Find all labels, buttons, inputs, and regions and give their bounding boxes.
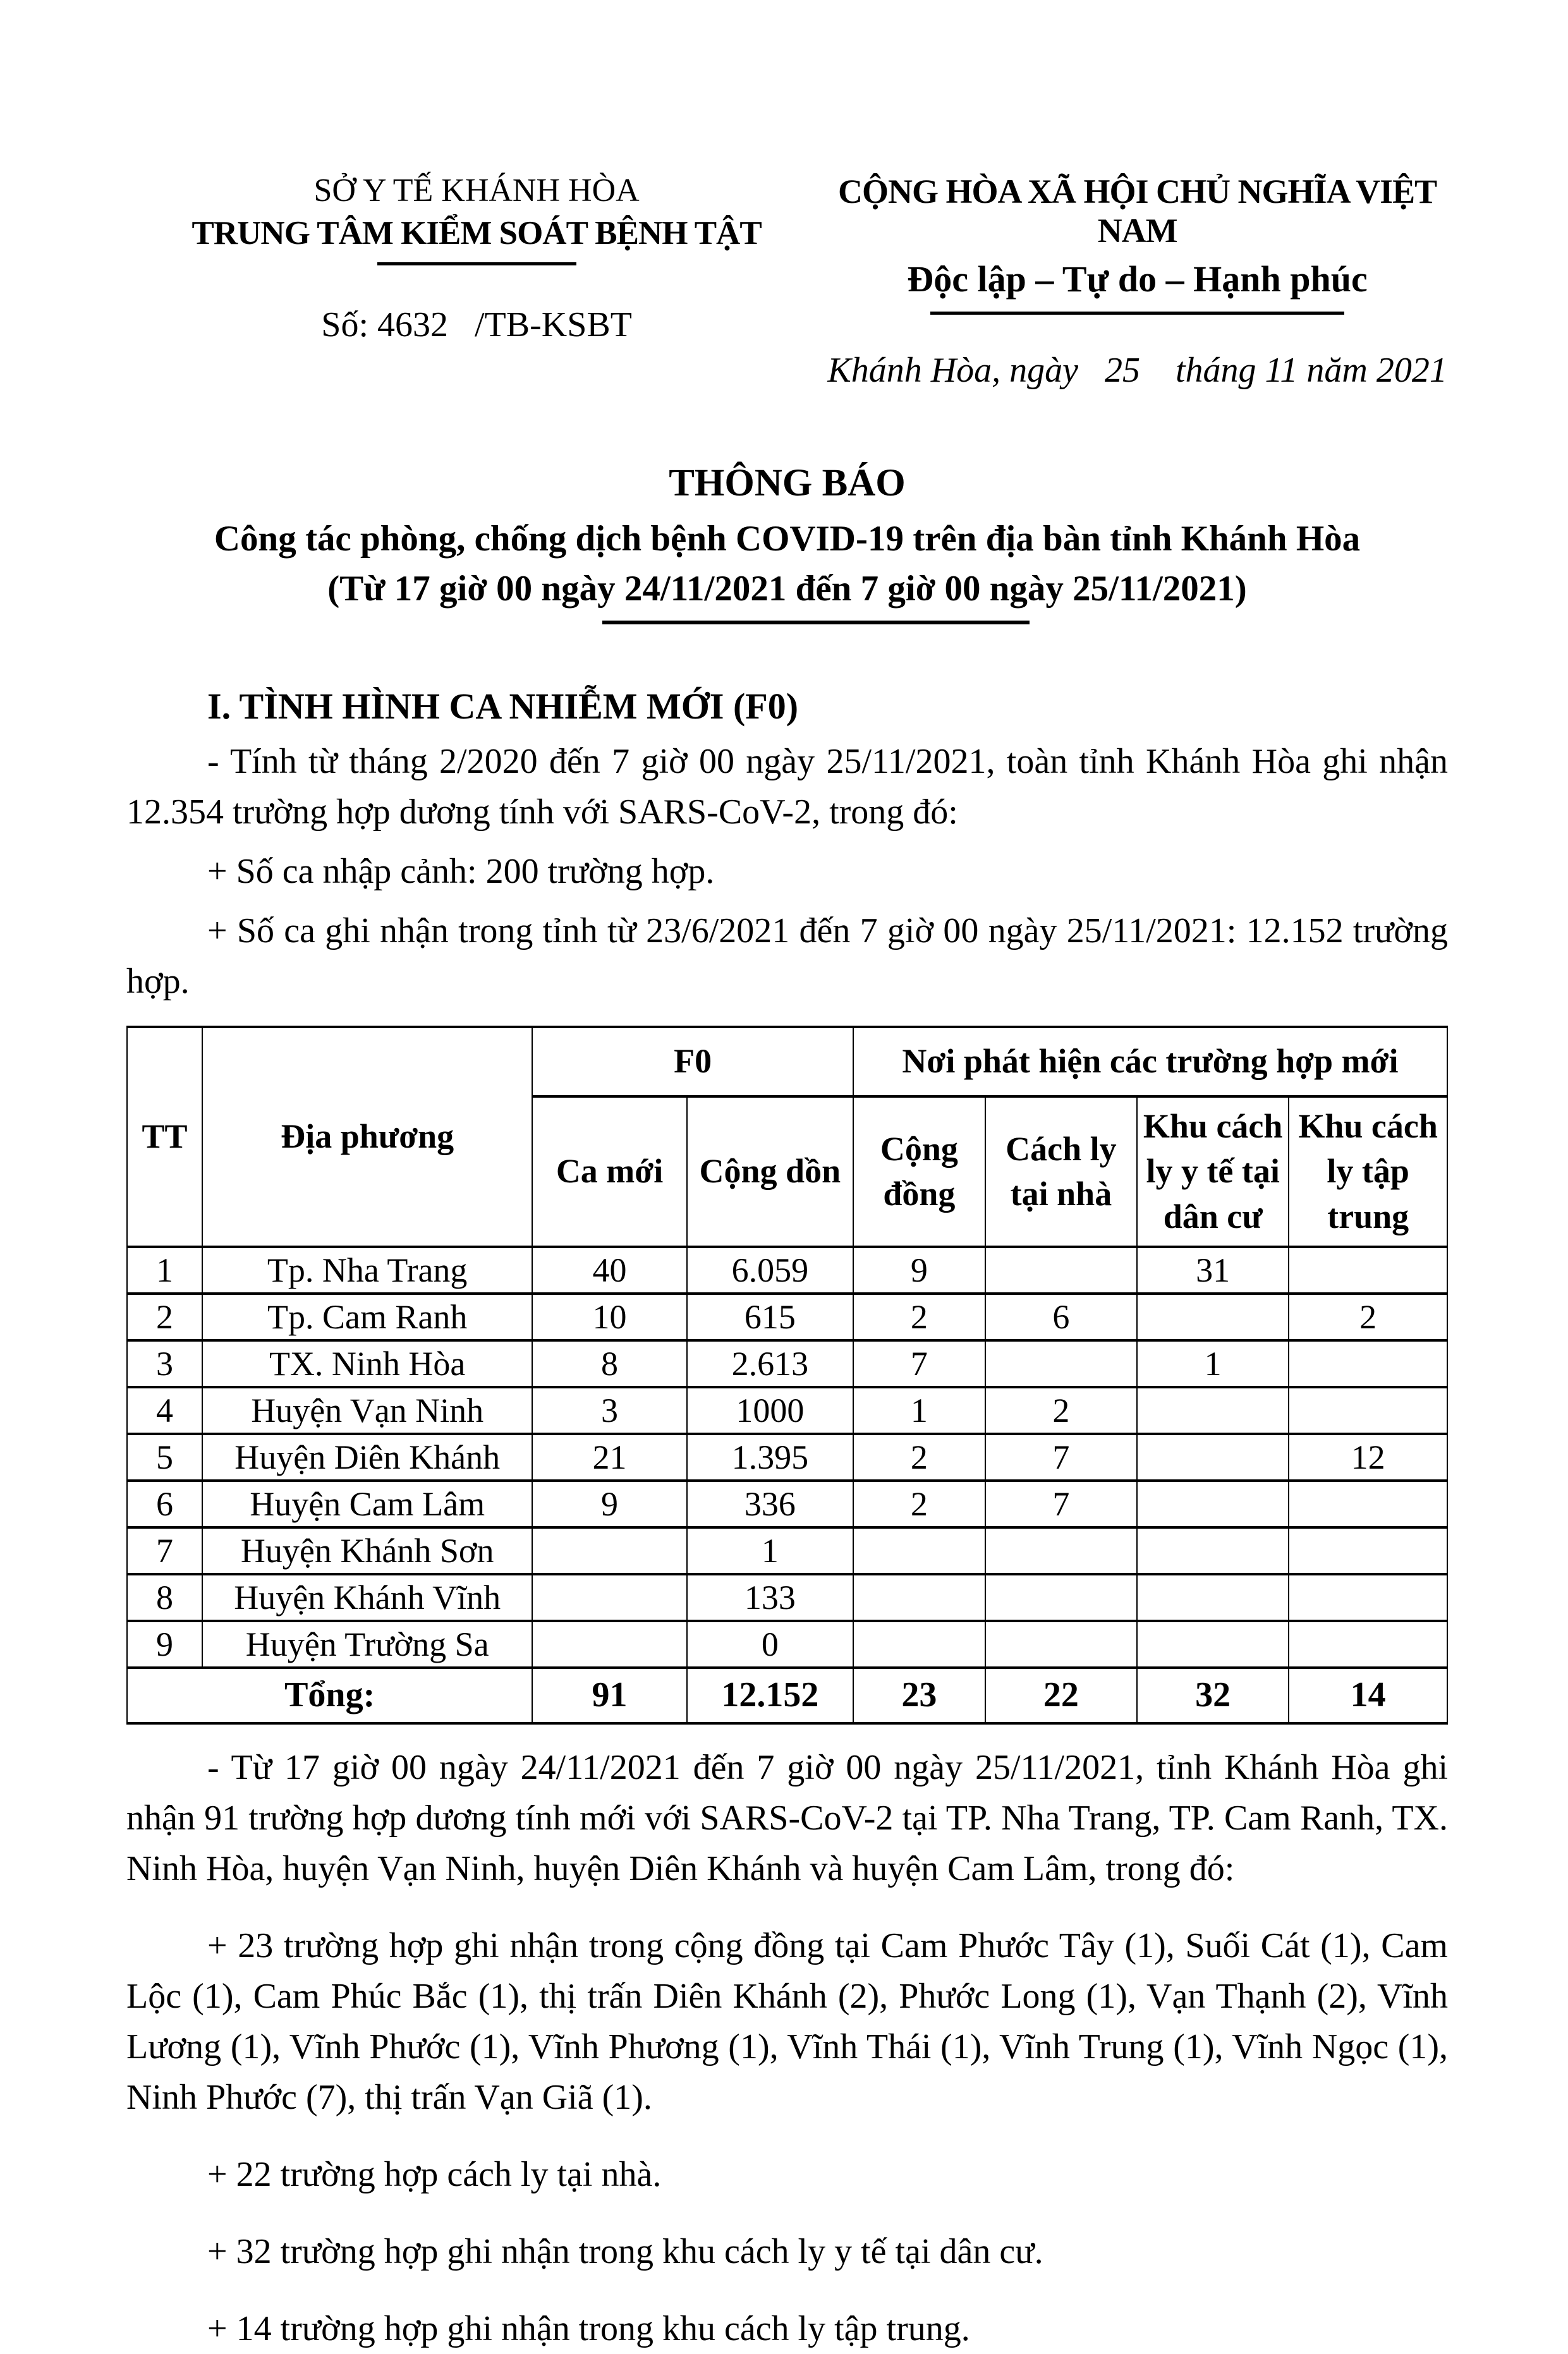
cell-cumulative: 2.613	[687, 1340, 853, 1387]
paragraph-cumulative-cases: - Tính từ tháng 2/2020 đến 7 giờ 00 ngày 25/11/2021, toàn tỉnh Khánh Hòa ghi nhận 12.354 trường hợp dương tính với SARS-CoV-2, trong đó:	[126, 742, 1448, 832]
table-row	[127, 1621, 1447, 1668]
cell-centralized-quarantine: 2	[1289, 1294, 1447, 1340]
total-medical-quarantine: 32	[1137, 1668, 1289, 1723]
cell-home-quarantine	[985, 1340, 1137, 1387]
table-row	[127, 1574, 1447, 1621]
paragraph-new-cases-summary: - Từ 17 giờ 00 ngày 24/11/2021 đến 7 giờ 00 ngày 25/11/2021, tỉnh Khánh Hòa ghi nhận 91 trường hợp dương tính mới với SARS-CoV-2 tại TP. Nha Trang, TP. Cam Ranh, TX. Ninh Hòa, huyện Vạn Ninh, huyện Diên Khánh và huyện Cam Lâm, trong đó:	[126, 1747, 1448, 1888]
org-name-divider	[377, 262, 576, 265]
cell-home-quarantine	[985, 1527, 1137, 1574]
cell-locality: Huyện Vạn Ninh	[202, 1387, 532, 1434]
table-row	[127, 1434, 1447, 1481]
cell-centralized-quarantine	[1289, 1387, 1447, 1434]
cell-locality: Huyện Khánh Vĩnh	[202, 1574, 532, 1621]
cell-locality: Huyện Cam Lâm	[202, 1481, 532, 1527]
cell-cumulative: 6.059	[687, 1247, 853, 1294]
cell-cumulative: 1000	[687, 1387, 853, 1434]
cell-home-quarantine: 7	[985, 1434, 1137, 1481]
cell-centralized-quarantine: 12	[1289, 1434, 1447, 1481]
cell-community	[853, 1574, 985, 1621]
cell-community: 2	[853, 1294, 985, 1340]
cell-medical-quarantine: 31	[1137, 1247, 1289, 1294]
org-parent-name: SỞ Y TẾ KHÁNH HÒA	[313, 173, 640, 209]
paragraph-medical-quarantine-detail: + 32 trường hợp ghi nhận trong khu cách ly y tế tại dân cư.	[207, 2231, 1043, 2271]
header-locality: Địa phương	[202, 1027, 532, 1247]
cell-tt: 6	[127, 1481, 202, 1527]
report-period: (Từ 17 giờ 00 ngày 24/11/2021 đến 7 giờ 00 ngày 25/11/2021)	[327, 569, 1247, 609]
header-new-cases: Ca mới	[532, 1096, 686, 1247]
cell-cumulative: 133	[687, 1574, 853, 1621]
cell-locality: Huyện Khánh Sơn	[202, 1527, 532, 1574]
cell-home-quarantine	[985, 1247, 1137, 1294]
table-row	[127, 1527, 1447, 1574]
cell-community: 9	[853, 1247, 985, 1294]
table-total-row	[127, 1668, 1447, 1723]
cell-community: 2	[853, 1434, 985, 1481]
paragraph-home-quarantine-detail: + 22 trường hợp cách ly tại nhà.	[207, 2154, 662, 2194]
cell-home-quarantine	[985, 1621, 1137, 1668]
cell-tt: 8	[127, 1574, 202, 1621]
cell-medical-quarantine	[1137, 1434, 1289, 1481]
cell-centralized-quarantine	[1289, 1574, 1447, 1621]
motto-divider	[930, 312, 1344, 315]
cell-new-cases: 3	[532, 1387, 686, 1434]
cell-tt: 3	[127, 1340, 202, 1387]
cell-community: 2	[853, 1481, 985, 1527]
cell-new-cases: 8	[532, 1340, 686, 1387]
cell-cumulative: 0	[687, 1621, 853, 1668]
cell-centralized-quarantine	[1289, 1527, 1447, 1574]
issuing-org-block	[126, 172, 827, 391]
title-divider	[602, 621, 1030, 624]
cell-medical-quarantine	[1137, 1294, 1289, 1340]
paragraph-imported-cases: + Số ca nhập cảnh: 200 trường hợp.	[207, 852, 715, 891]
cell-tt: 4	[127, 1387, 202, 1434]
paragraph-domestic-cases: + Số ca ghi nhận trong tỉnh từ 23/6/2021 đến 7 giờ 00 ngày 25/11/2021: 12.152 trường hợp.	[126, 911, 1448, 1001]
cell-home-quarantine: 6	[985, 1294, 1137, 1340]
title-block	[126, 461, 1448, 624]
cell-locality: Huyện Trường Sa	[202, 1621, 532, 1668]
cell-tt: 1	[127, 1247, 202, 1294]
cell-home-quarantine: 2	[985, 1387, 1137, 1434]
header-tt: TT	[127, 1027, 202, 1247]
header-centralized-quarantine: Khu cách ly tập trung	[1289, 1096, 1447, 1247]
table-row	[127, 1247, 1447, 1294]
cell-cumulative: 336	[687, 1481, 853, 1527]
table-row	[127, 1387, 1447, 1434]
header-home-quarantine: Cách ly tại nhà	[985, 1096, 1137, 1247]
paragraph-centralized-quarantine-detail: + 14 trường hợp ghi nhận trong khu cách ly tập trung.	[207, 2308, 970, 2348]
paragraph-community-detail: + 23 trường hợp ghi nhận trong cộng đồng tại Cam Phước Tây (1), Suối Cát (1), Cam Lộc (1), Cam Phúc Bắc (1), thị trấn Diên Khánh (2), Phước Long (1), Vạn Thạnh (2), Vĩnh Lương (1), Vĩnh Phước (1), Vĩnh Phương (1), Vĩnh Thái (1), Vĩnh Trung (1), Vĩnh Ngọc (1), Ninh Phước (7), thị trấn Vạn Giã (1).	[126, 1926, 1448, 2117]
header-f0-group: F0	[532, 1027, 853, 1096]
cell-new-cases: 9	[532, 1481, 686, 1527]
cell-new-cases: 21	[532, 1434, 686, 1481]
cell-medical-quarantine: 1	[1137, 1340, 1289, 1387]
section-1-heading: I. TÌNH HÌNH CA NHIỄM MỚI (F0)	[207, 686, 799, 727]
document-subject: Công tác phòng, chống dịch bệnh COVID-19 trên địa bàn tỉnh Khánh Hòa	[214, 519, 1361, 559]
total-centralized-quarantine: 14	[1289, 1668, 1447, 1723]
cell-centralized-quarantine	[1289, 1621, 1447, 1668]
cell-locality: TX. Ninh Hòa	[202, 1340, 532, 1387]
cell-new-cases	[532, 1621, 686, 1668]
cell-medical-quarantine	[1137, 1387, 1289, 1434]
place-and-date: Khánh Hòa, ngày 25 tháng 11 năm 2021	[827, 351, 1447, 390]
cell-medical-quarantine	[1137, 1481, 1289, 1527]
cell-medical-quarantine	[1137, 1574, 1289, 1621]
cell-cumulative: 1	[687, 1527, 853, 1574]
total-label: Tổng:	[127, 1668, 532, 1723]
table-header-row-groups	[127, 1027, 1447, 1096]
cell-centralized-quarantine	[1289, 1247, 1447, 1294]
cell-cumulative: 1.395	[687, 1434, 853, 1481]
total-home-quarantine: 22	[985, 1668, 1137, 1723]
document-number: Số: 4632 /TB-KSBT	[321, 305, 632, 344]
cell-medical-quarantine	[1137, 1527, 1289, 1574]
cell-community: 7	[853, 1340, 985, 1387]
cell-locality: Huyện Diên Khánh	[202, 1434, 532, 1481]
cell-locality: Tp. Nha Trang	[202, 1247, 532, 1294]
org-name: TRUNG TÂM KIỂM SOÁT BỆNH TẬT	[191, 215, 762, 252]
table-row	[127, 1481, 1447, 1527]
cell-new-cases: 40	[532, 1247, 686, 1294]
cell-tt: 7	[127, 1527, 202, 1574]
cell-cumulative: 615	[687, 1294, 853, 1340]
cell-community	[853, 1527, 985, 1574]
cell-tt: 5	[127, 1434, 202, 1481]
cell-centralized-quarantine	[1289, 1481, 1447, 1527]
cell-new-cases: 10	[532, 1294, 686, 1340]
header-detection-group: Nơi phát hiện các trường hợp mới	[853, 1027, 1447, 1096]
cell-new-cases	[532, 1574, 686, 1621]
total-new-cases: 91	[532, 1668, 686, 1723]
national-motto: Độc lập – Tự do – Hạnh phúc	[907, 258, 1368, 300]
cell-community: 1	[853, 1387, 985, 1434]
cell-new-cases	[532, 1527, 686, 1574]
national-title: CỘNG HÒA XÃ HỘI CHỦ NGHĨA VIỆT NAM	[838, 173, 1437, 250]
cell-tt: 2	[127, 1294, 202, 1340]
cell-medical-quarantine	[1137, 1621, 1289, 1668]
table-row	[127, 1340, 1447, 1387]
header-medical-quarantine-residential: Khu cách ly y tế tại dân cư	[1137, 1096, 1289, 1247]
letterhead	[126, 172, 1448, 391]
covid-stats-table	[126, 1026, 1448, 1725]
cell-tt: 9	[127, 1621, 202, 1668]
total-cumulative: 12.152	[687, 1668, 853, 1723]
header-cumulative: Cộng dồn	[687, 1096, 853, 1247]
document-title: THÔNG BÁO	[669, 462, 906, 504]
cell-community	[853, 1621, 985, 1668]
table-row	[127, 1294, 1447, 1340]
cell-home-quarantine	[985, 1574, 1137, 1621]
cell-home-quarantine: 7	[985, 1481, 1137, 1527]
cell-centralized-quarantine	[1289, 1340, 1447, 1387]
cell-locality: Tp. Cam Ranh	[202, 1294, 532, 1340]
total-community: 23	[853, 1668, 985, 1723]
header-community: Cộng đồng	[853, 1096, 985, 1247]
national-header-block	[827, 172, 1448, 391]
